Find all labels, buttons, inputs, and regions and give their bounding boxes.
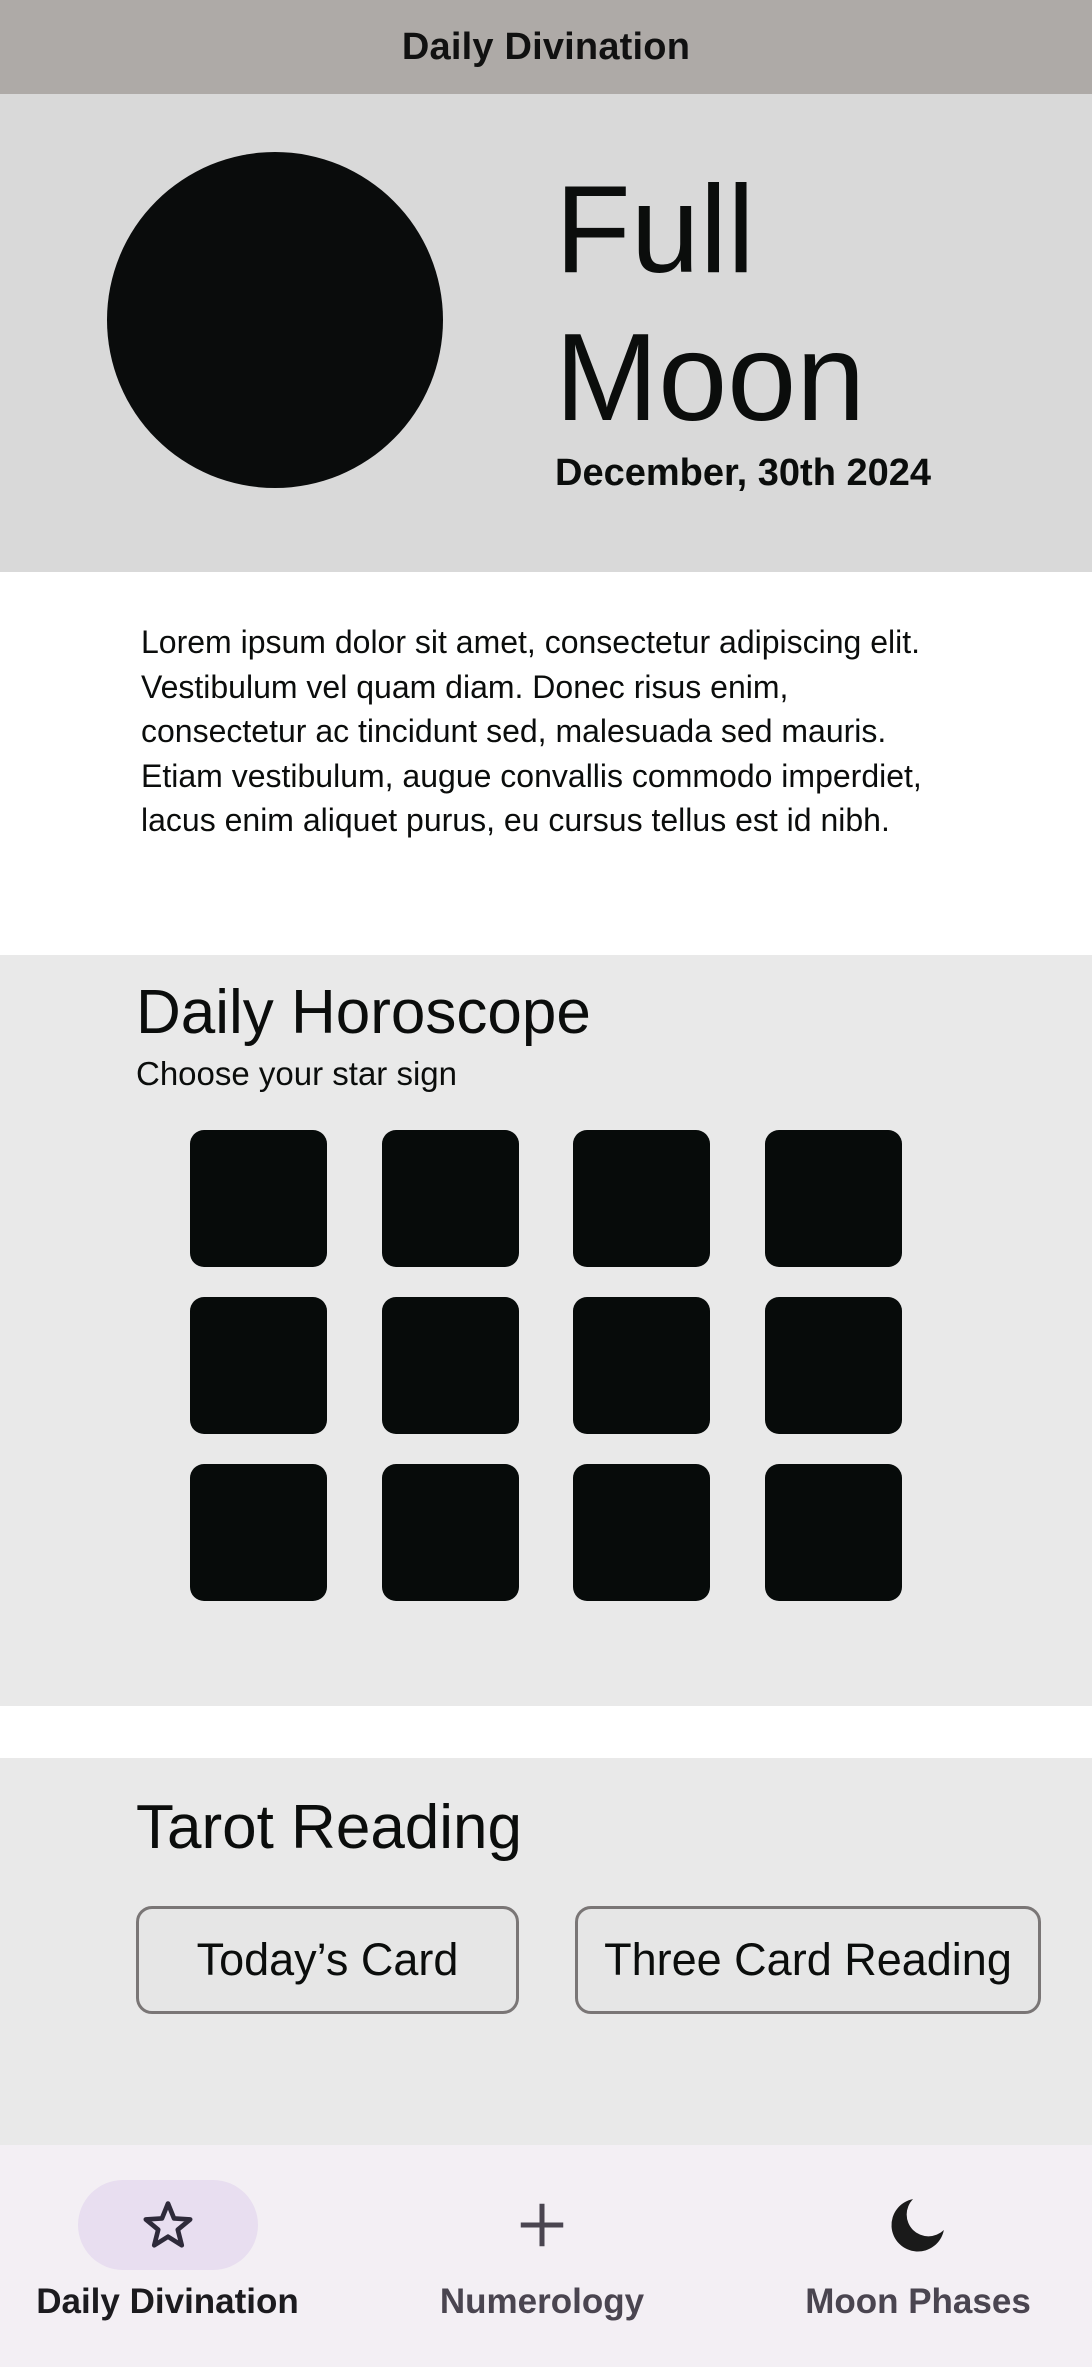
moon-description-text: Lorem ipsum dolor sit amet, consectetur adipiscing elit. Vestibulum vel quam diam. Donec risus enim, consectetur ac tincidunt sed, malesuada sed mauris. Etiam vestibulum, augue convallis commodo imperdiet, lacus enim aliquet purus, eu cursus tellus est id nibh.: [141, 624, 922, 838]
nav-icon-container: [828, 2180, 1008, 2270]
tarot-title: Tarot Reading: [136, 1793, 523, 1862]
star-sign-tile-12[interactable]: [765, 1464, 902, 1601]
star-sign-tile-9[interactable]: [190, 1464, 327, 1601]
star-icon: [140, 2197, 196, 2253]
nav-label-numerology: Numerology: [439, 2282, 645, 2321]
section-divider: [0, 1706, 1092, 1758]
nav-label-daily-divination: Daily Divination: [36, 2282, 299, 2321]
horoscope-subtitle: Choose your star sign: [136, 1055, 457, 1092]
moon-phase-hero: [0, 94, 1092, 572]
nav-icon-container: [452, 2180, 632, 2270]
star-sign-tile-2[interactable]: [382, 1130, 519, 1267]
horoscope-title: Daily Horoscope: [136, 978, 591, 1047]
star-sign-tile-3[interactable]: [573, 1130, 710, 1267]
star-sign-tile-11[interactable]: [573, 1464, 710, 1601]
nav-item-moon-phases[interactable]: [755, 2145, 1081, 2367]
nav-label-moon-phases: Moon Phases: [805, 2282, 1031, 2321]
star-sign-tile-10[interactable]: [382, 1464, 519, 1601]
crescent-moon-icon: [885, 2192, 951, 2258]
daily-horoscope-section: [0, 955, 1092, 1706]
star-sign-tile-4[interactable]: [765, 1130, 902, 1267]
todays-card-button[interactable]: Today’s Card: [136, 1906, 519, 2014]
nav-item-numerology[interactable]: [382, 2145, 702, 2367]
app-title: Daily Divination: [401, 25, 691, 68]
nav-active-indicator: [78, 2180, 258, 2270]
nav-item-daily-divination[interactable]: [0, 2145, 335, 2367]
moon-phase-name: Full Moon: [555, 161, 866, 447]
star-sign-tile-8[interactable]: [765, 1297, 902, 1434]
tarot-reading-section: [0, 1758, 1092, 2145]
star-sign-tile-1[interactable]: [190, 1130, 327, 1267]
moon-phase-date: December, 30th 2024: [555, 452, 932, 494]
star-sign-tile-5[interactable]: [190, 1297, 327, 1434]
moon-phase-image: [107, 152, 443, 488]
moon-description-section: [0, 572, 1092, 955]
plus-icon: [517, 2200, 567, 2250]
star-sign-tile-6[interactable]: [382, 1297, 519, 1434]
star-sign-tile-7[interactable]: [573, 1297, 710, 1434]
top-app-bar: [0, 0, 1092, 94]
three-card-reading-button[interactable]: Three Card Reading: [575, 1906, 1041, 2014]
bottom-navigation: [0, 2145, 1092, 2367]
star-sign-grid: [190, 1130, 901, 1601]
